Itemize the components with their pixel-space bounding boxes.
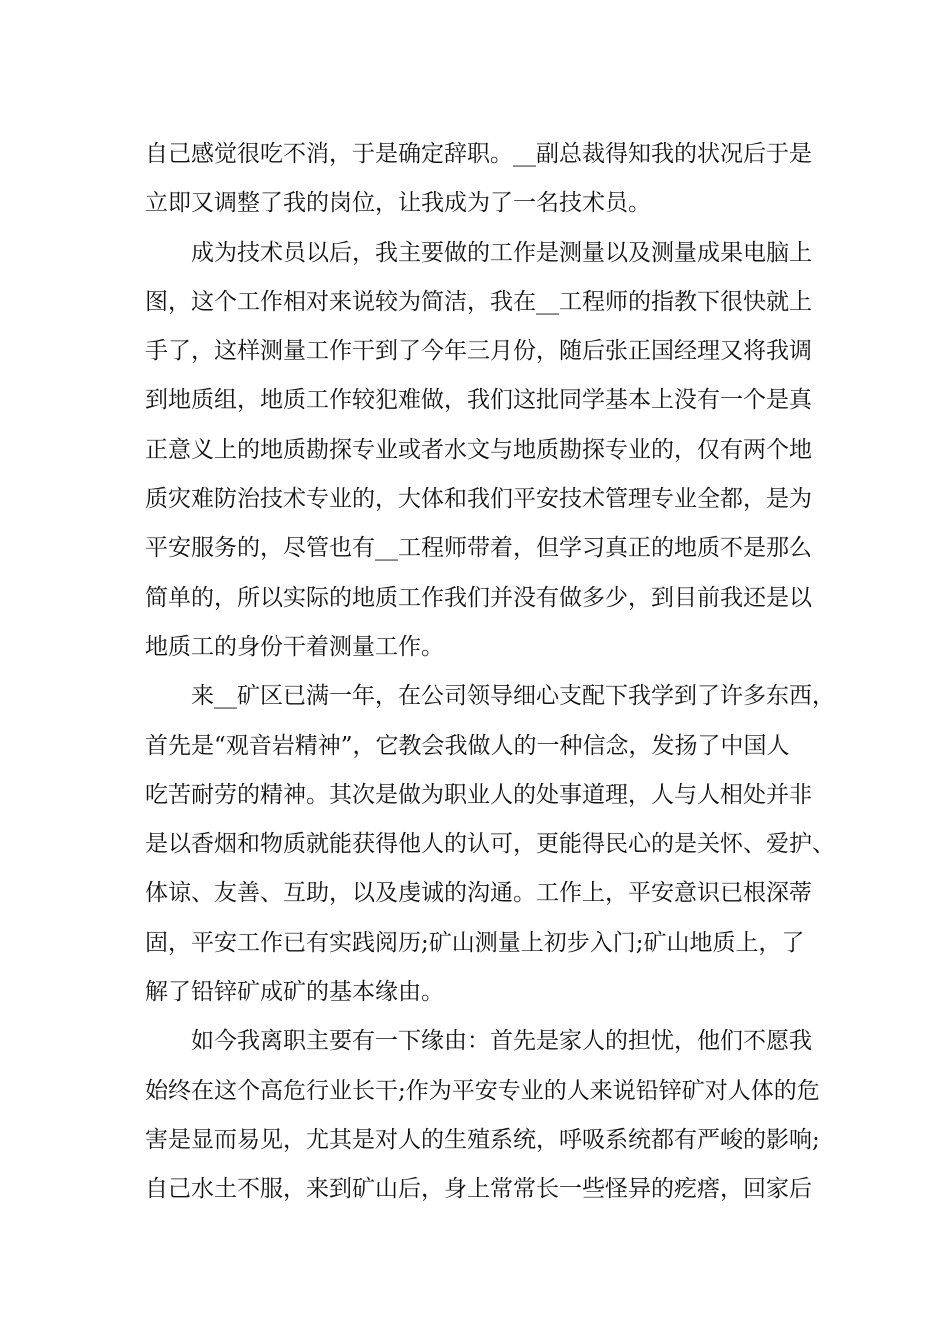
body-text: [145, 130, 835, 1215]
text-line: 立即又调整了我的岗位，让我成为了一名技术员。: [145, 190, 651, 217]
text-line: 到地质组，地质工作较犯难做，我们这批同学基本上没有一个是真: [145, 387, 812, 414]
text-line: 简单的，所以实际的地质工作我们并没有做多少，到目前我还是以: [145, 584, 812, 611]
text-line: 体谅、友善、互助，以及虔诚的沟通。工作上，平安意识已根深蒂: [145, 880, 812, 907]
paragraph-start-line: 来__矿区已满一年，在公司领导细心支配下我学到了许多东西，: [191, 683, 835, 710]
text-line: 正意义上的地质勘探专业或者水文与地质勘探专业的，仅有两个地: [145, 436, 812, 463]
text-line: 质灾难防治技术专业的，大体和我们平安技术管理专业全都，是为: [145, 486, 812, 513]
text-line: 始终在这个高危行业长干;作为平安专业的人来说铅锌矿对人体的危: [145, 1077, 820, 1104]
text-line: 固，平安工作已有实践阅历;矿山测量上初步入门;矿山地质上，了: [145, 929, 805, 956]
paragraph-start-line: 成为技术员以后，我主要做的工作是测量以及测量成果电脑上: [191, 239, 812, 266]
text-line: 吃苦耐劳的精神。其次是做为职业人的处事道理，人与人相处并非: [145, 781, 812, 808]
text-line: 首先是“观音岩精神”，它教会我做人的一种信念，发扬了中国人: [145, 732, 790, 759]
text-line: 害是显而易见，尤其是对人的生殖系统，呼吸系统都有严峻的影响;: [145, 1126, 820, 1153]
text-line: 自己水土不服，来到矿山后，身上常常长一些怪异的疙瘩，回家后: [145, 1176, 812, 1203]
text-line: 是以香烟和物质就能获得他人的认可，更能得民心的是关怀、爱护、: [145, 831, 835, 858]
text-line: 手了，这样测量工作干到了今年三月份，随后张正国经理又将我调: [145, 338, 812, 365]
text-line: 图，这个工作相对来说较为简洁，我在__工程师的指教下很快就上: [145, 288, 812, 315]
text-line: 平安服务的，尽管也有__工程师带着，但学习真正的地质不是那么: [145, 535, 812, 562]
text-line: 解了铅锌矿成矿的基本缘由。: [145, 979, 444, 1006]
text-line: 地质工的身份干着测量工作。: [145, 633, 444, 660]
text-line: 自己感觉很吃不消，于是确定辞职。__副总裁得知我的状况后于是: [145, 141, 812, 167]
paragraph-start-line: 如今我离职主要有一下缘由：首先是家人的担忧，他们不愿我: [191, 1028, 812, 1055]
